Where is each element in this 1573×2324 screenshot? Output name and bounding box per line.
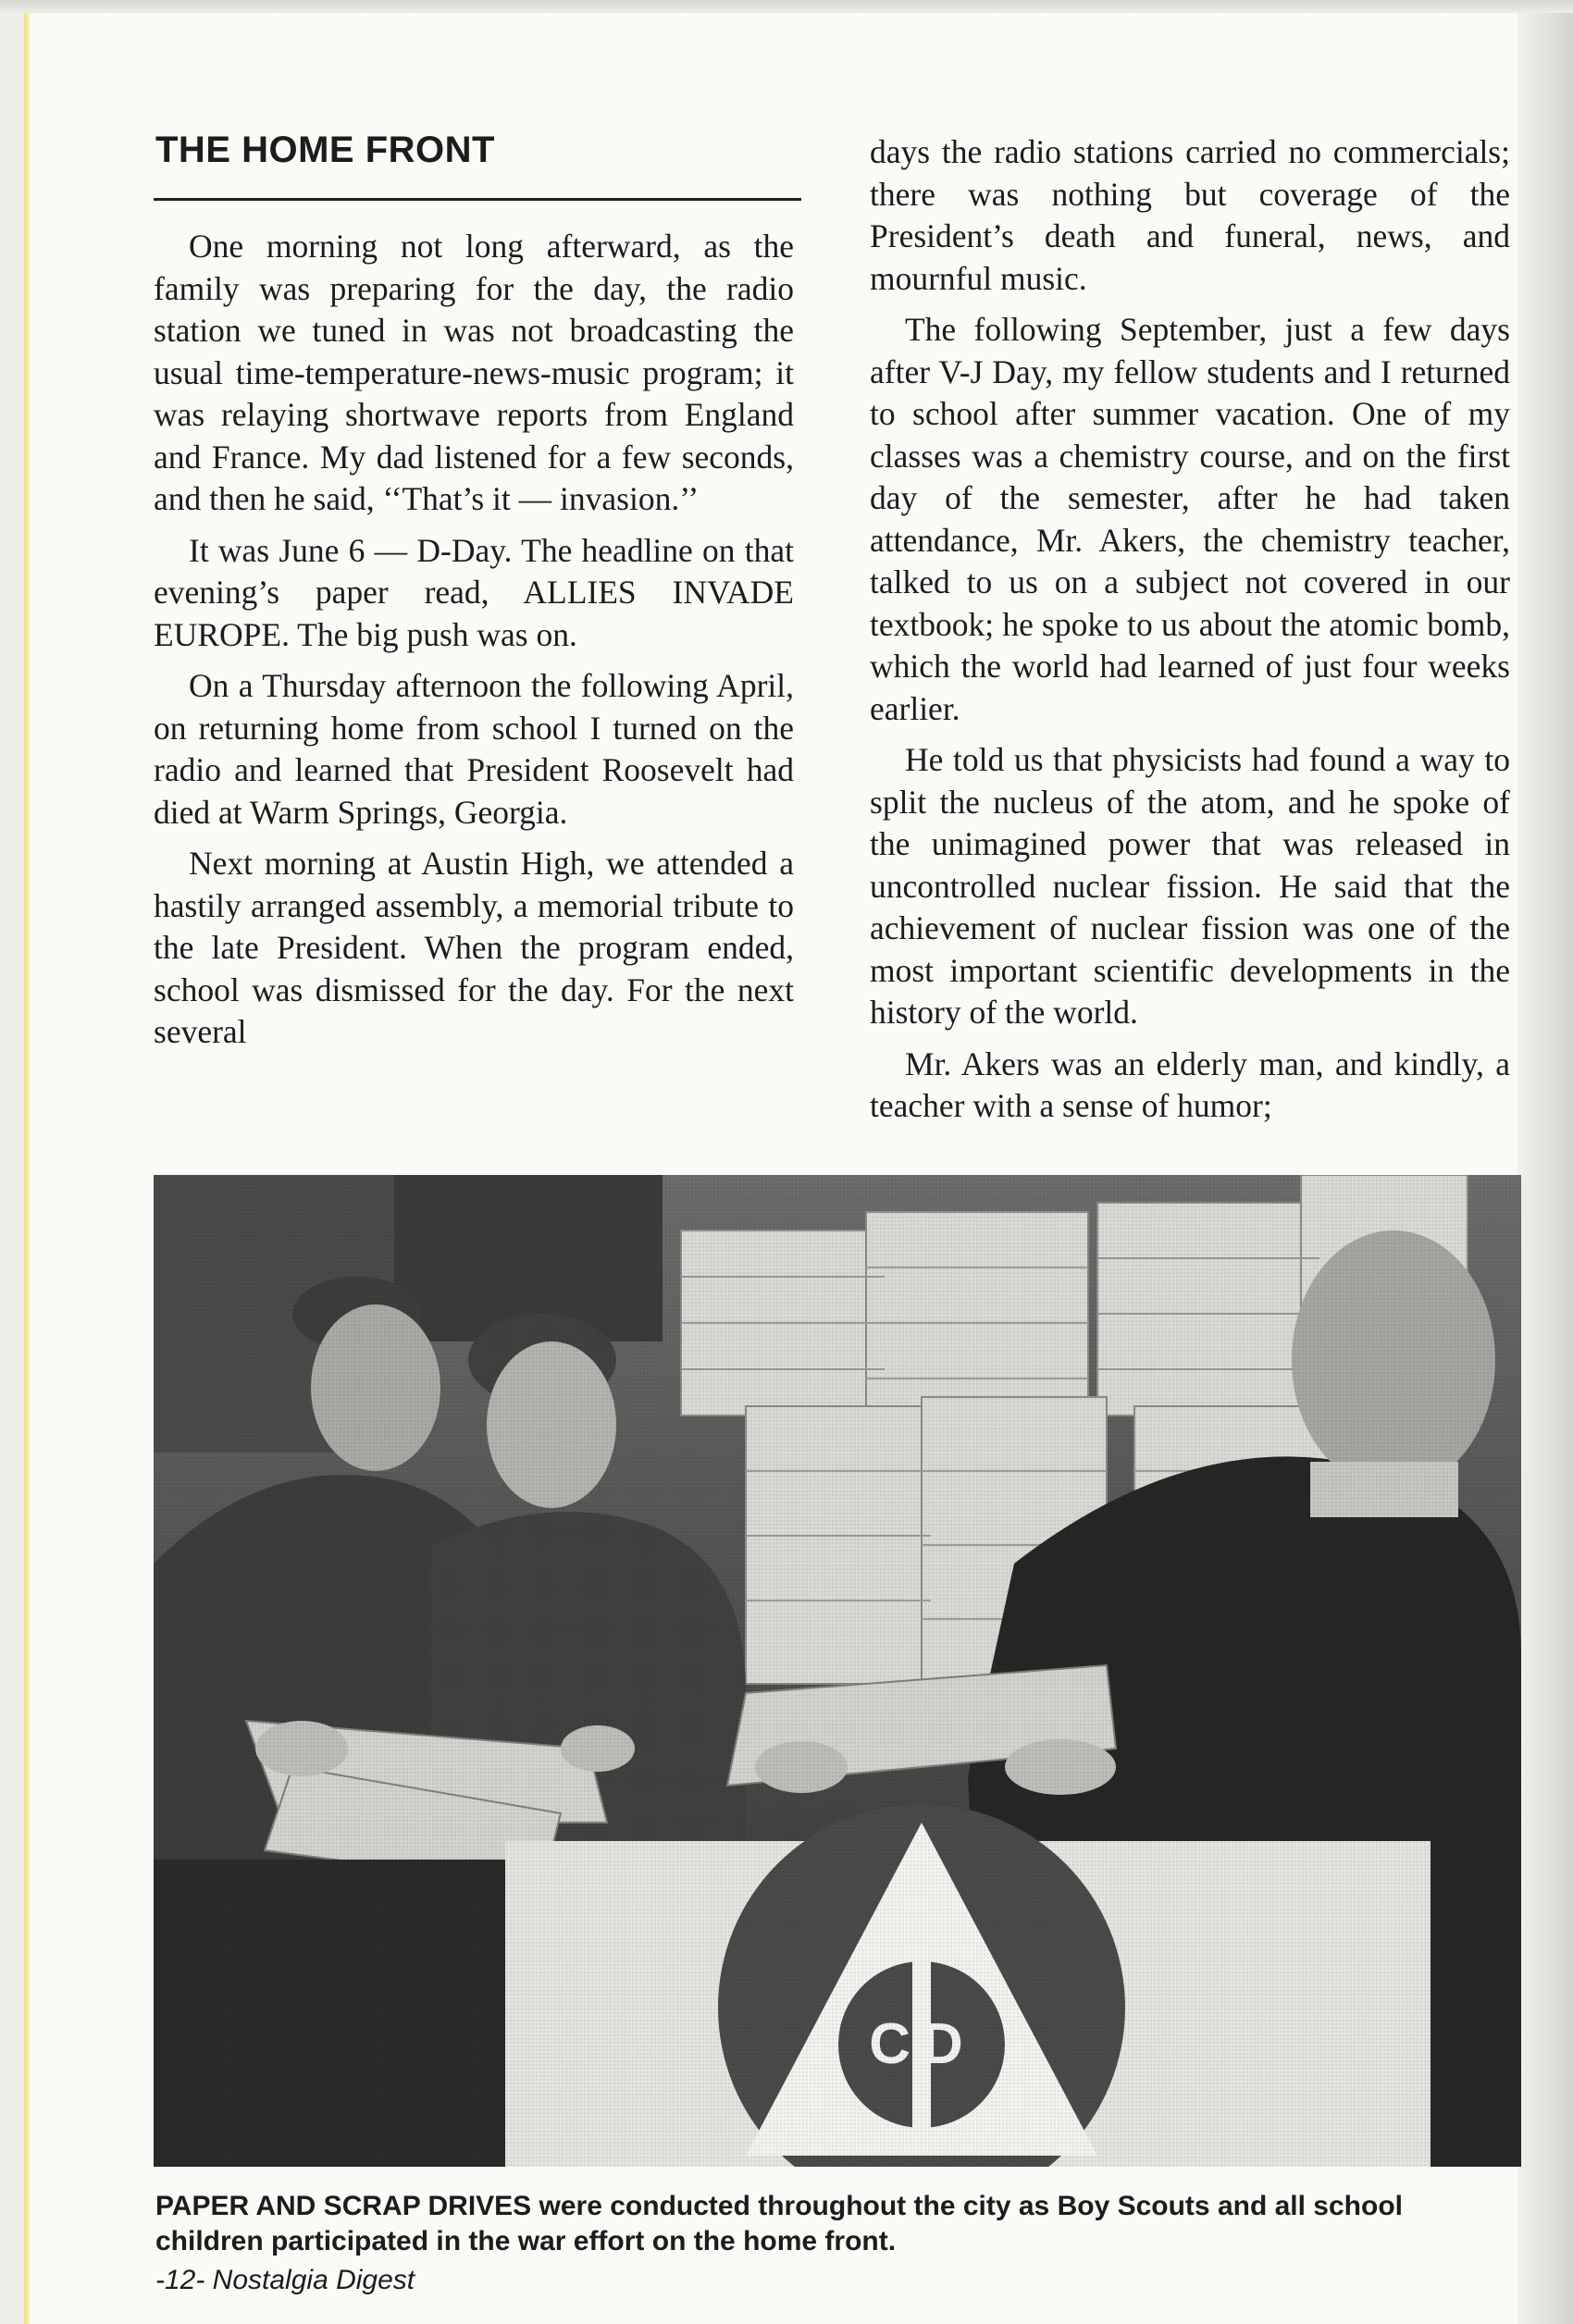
page-footer: -12- Nostalgia Digest <box>155 2265 415 2295</box>
paragraph: On a Thursday afternoon the following April, on returning home from school I turned on the radio and learned that President Roosevelt had died at Warm Springs, Georgia. <box>154 667 794 831</box>
article-heading: THE HOME FRONT <box>155 130 495 170</box>
paragraph: The following September, just a few days after V-J Day, my fellow students and I returned to school after summer vacation. One of my classes was a chemistry course, and on the first day of the semester, after he had taken attendance, Mr. Akers, the chemistry teacher, talked to us on a subject not covered in our textbook; he spoke to us about the atomic bomb, which the world had learned of just four weeks earlier. <box>870 311 1510 727</box>
text-column-right <box>870 131 1510 1137</box>
paragraph: Mr. Akers was an elderly man, and kindly, a teacher with a sense of humor; <box>870 1045 1510 1124</box>
top-scan-strip <box>0 0 1573 13</box>
page-shadow <box>1517 13 1573 2324</box>
heading-rule <box>154 198 801 201</box>
paragraph: One morning not long afterward, as the family was preparing for the day, the radio station we tuned in was not broadcasting the usual time-temperature-news-music program; it was relaying shortwave reports from England and France. My dad listened for a few seconds, and then he said, ‘‘That’s it — invasion.’’ <box>154 228 794 517</box>
photo-illustration <box>154 1175 1521 2167</box>
photo-caption: PAPER AND SCRAP DRIVES were conducted throughout the city as Boy Scouts and all school children participated in the war effort on the home front. <box>155 2191 1403 2256</box>
scrap-drive-photo <box>154 1175 1521 2167</box>
paragraph: Next morning at Austin High, we attended a hastily arranged assembly, a memorial tribute to the late President. When the program ended, school was dismissed for the day. For the next several <box>154 845 794 1050</box>
paragraph: days the radio stations carried no commercials; there was nothing but coverage of the President’s death and funeral, news, and mournful music. <box>870 133 1510 297</box>
paragraph: It was June 6 — D-Day. The headline on that evening’s paper read, ALLIES INVADE EUROPE. The big push was on. <box>154 531 794 653</box>
paragraph: He told us that physicists had found a way to split the nucleus of the atom, and he spoke of the unimagined power that was released in uncontrolled nuclear fission. He said that the achievement of nuclear fission was one of the most important scientific developments in the history of the world. <box>870 741 1510 1031</box>
text-column-left <box>154 226 794 1063</box>
page-edge <box>24 13 30 2324</box>
